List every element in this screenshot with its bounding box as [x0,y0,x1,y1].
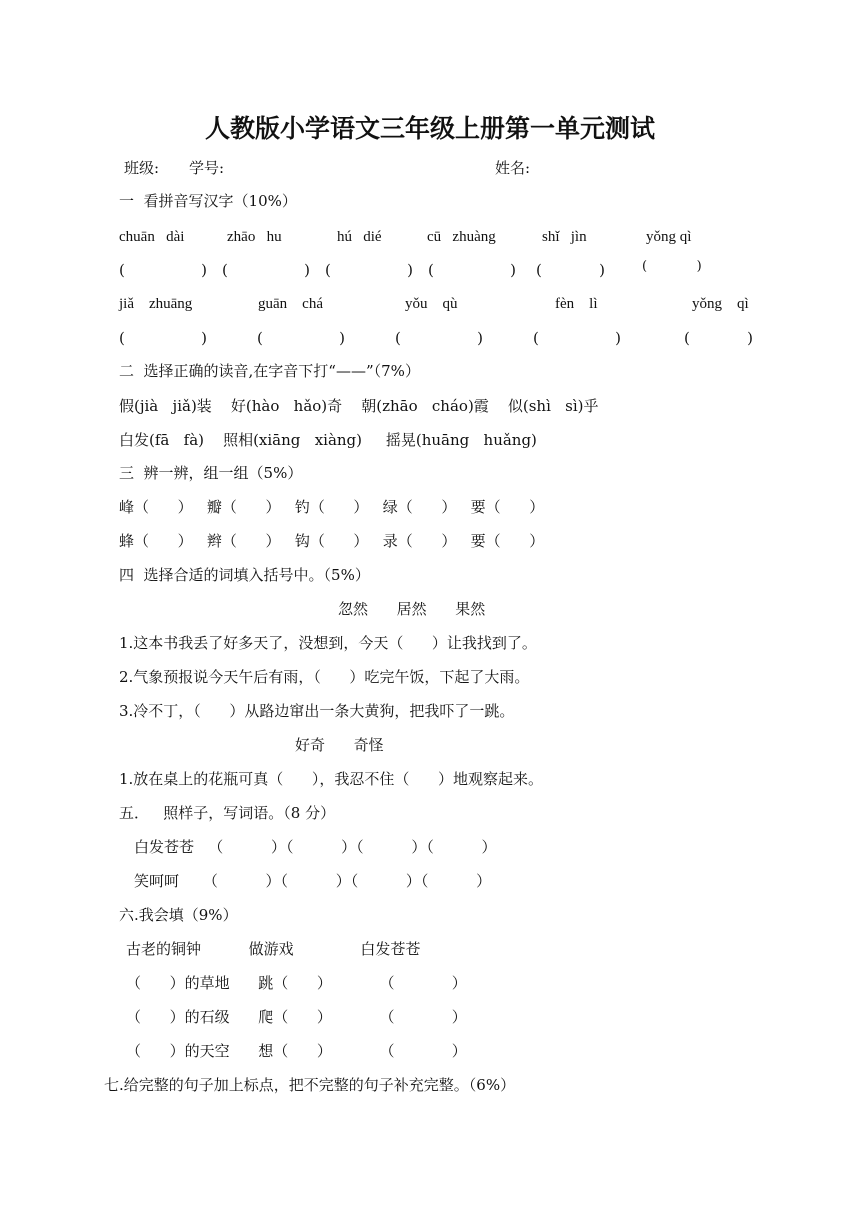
section-4-heading: 四 选择合适的词填入括号中。（5%） [119,566,370,584]
word-group-line: 峰（ ） 瓣（ ） 钓（ ） 绿（ ） 要（ ） [119,498,545,516]
word-choices: 好奇 奇怪 [295,736,384,754]
reading-choice-line: 白发(fā fà) 照相(xiāng xiàng) 摇晃(huāng huǎng) [119,431,537,449]
fill-row: （ ）的天空 想（ ） （ ） [126,1042,467,1060]
answer-blank[interactable]: ( ) [257,329,345,347]
name-label: 姓名: [495,159,531,177]
question-line: 3.冷不丁，（ ）从路边窜出一条大黄狗，把我吓了一跳。 [119,702,515,720]
reading-choice-line: 假(jià jiǎ)装 好(hào hǎo)奇 朝(zhāo cháo)霞 似(shì sì)乎 [119,397,599,415]
answer-blank[interactable]: ( ) [533,329,621,347]
answer-blank[interactable]: ( ) [325,261,413,279]
section-6-heading: 六.我会填（9%） [119,906,238,924]
answer-blank[interactable]: ( ) [428,261,516,279]
page-title: 人教版小学语文三年级上册第一单元测试 [204,114,655,143]
word-choices: 忽然 居然 果然 [338,600,486,618]
pinyin-item: hú dié [337,229,382,245]
example-line: 白发苍苍 （ ）（ ）（ ）（ ） [134,838,497,856]
pinyin-item: jiǎ zhuāng [119,296,193,312]
question-line: 2.气象预报说今天午后有雨，（ ）吃完午饭，下起了大雨。 [119,668,530,686]
pinyin-item: zhāo hu [227,229,282,245]
fill-row: （ ）的草地 跳（ ） （ ） [126,974,467,992]
pinyin-item: cū zhuàng [427,229,496,245]
answer-blank[interactable]: ( ) [395,329,483,347]
pinyin-item: shǐ jìn [542,229,587,245]
pinyin-item: chuān dài [119,229,185,245]
question-line: 1.放在桌上的花瓶可真（ ），我忍不住（ ）地观察起来。 [119,770,544,788]
section-2-heading: 二 选择正确的读音,在字音下打“——”（7%） [119,362,420,380]
answer-blank[interactable]: ( ) [222,261,310,279]
pinyin-item: guān chá [258,296,323,312]
example-line: 笑呵呵 （ ）（ ）（ ）（ ） [134,872,492,890]
section-1-heading: 一 看拼音写汉字（10%） [119,192,297,210]
section-7-heading: 七.给完整的句子加上标点，把不完整的句子补充完整。（6%） [104,1076,516,1094]
fill-header-row: 古老的铜钟 做游戏 白发苍苍 [126,940,421,958]
pinyin-item: yǒu qù [405,296,458,312]
pinyin-item: fèn lì [555,296,598,312]
student-number-label: 学号: [189,159,225,177]
pinyin-item: yǒng qì [692,296,749,312]
answer-blank[interactable]: ( ) [684,329,753,347]
section-3-heading: 三 辨一辨，组一组（5%） [119,464,303,482]
section-5-heading: 五． 照样子，写词语。（8 分） [119,804,336,822]
pinyin-item: yǒng qì [646,229,692,245]
answer-blank[interactable]: ( ) [536,261,605,279]
answer-blank[interactable]: ( ) [119,329,207,347]
question-line: 1.这本书我丢了好多天了，没想到，今天（ ）让我找到了。 [119,634,537,652]
fill-row: （ ）的石级 爬（ ） （ ） [126,1008,467,1026]
answer-blank[interactable]: ( ) [119,261,207,279]
answer-blank[interactable]: ( ) [642,259,702,274]
word-group-line: 蜂（ ） 辫（ ） 钩（ ） 录（ ） 要（ ） [119,532,545,550]
class-label: 班级: [124,159,160,177]
